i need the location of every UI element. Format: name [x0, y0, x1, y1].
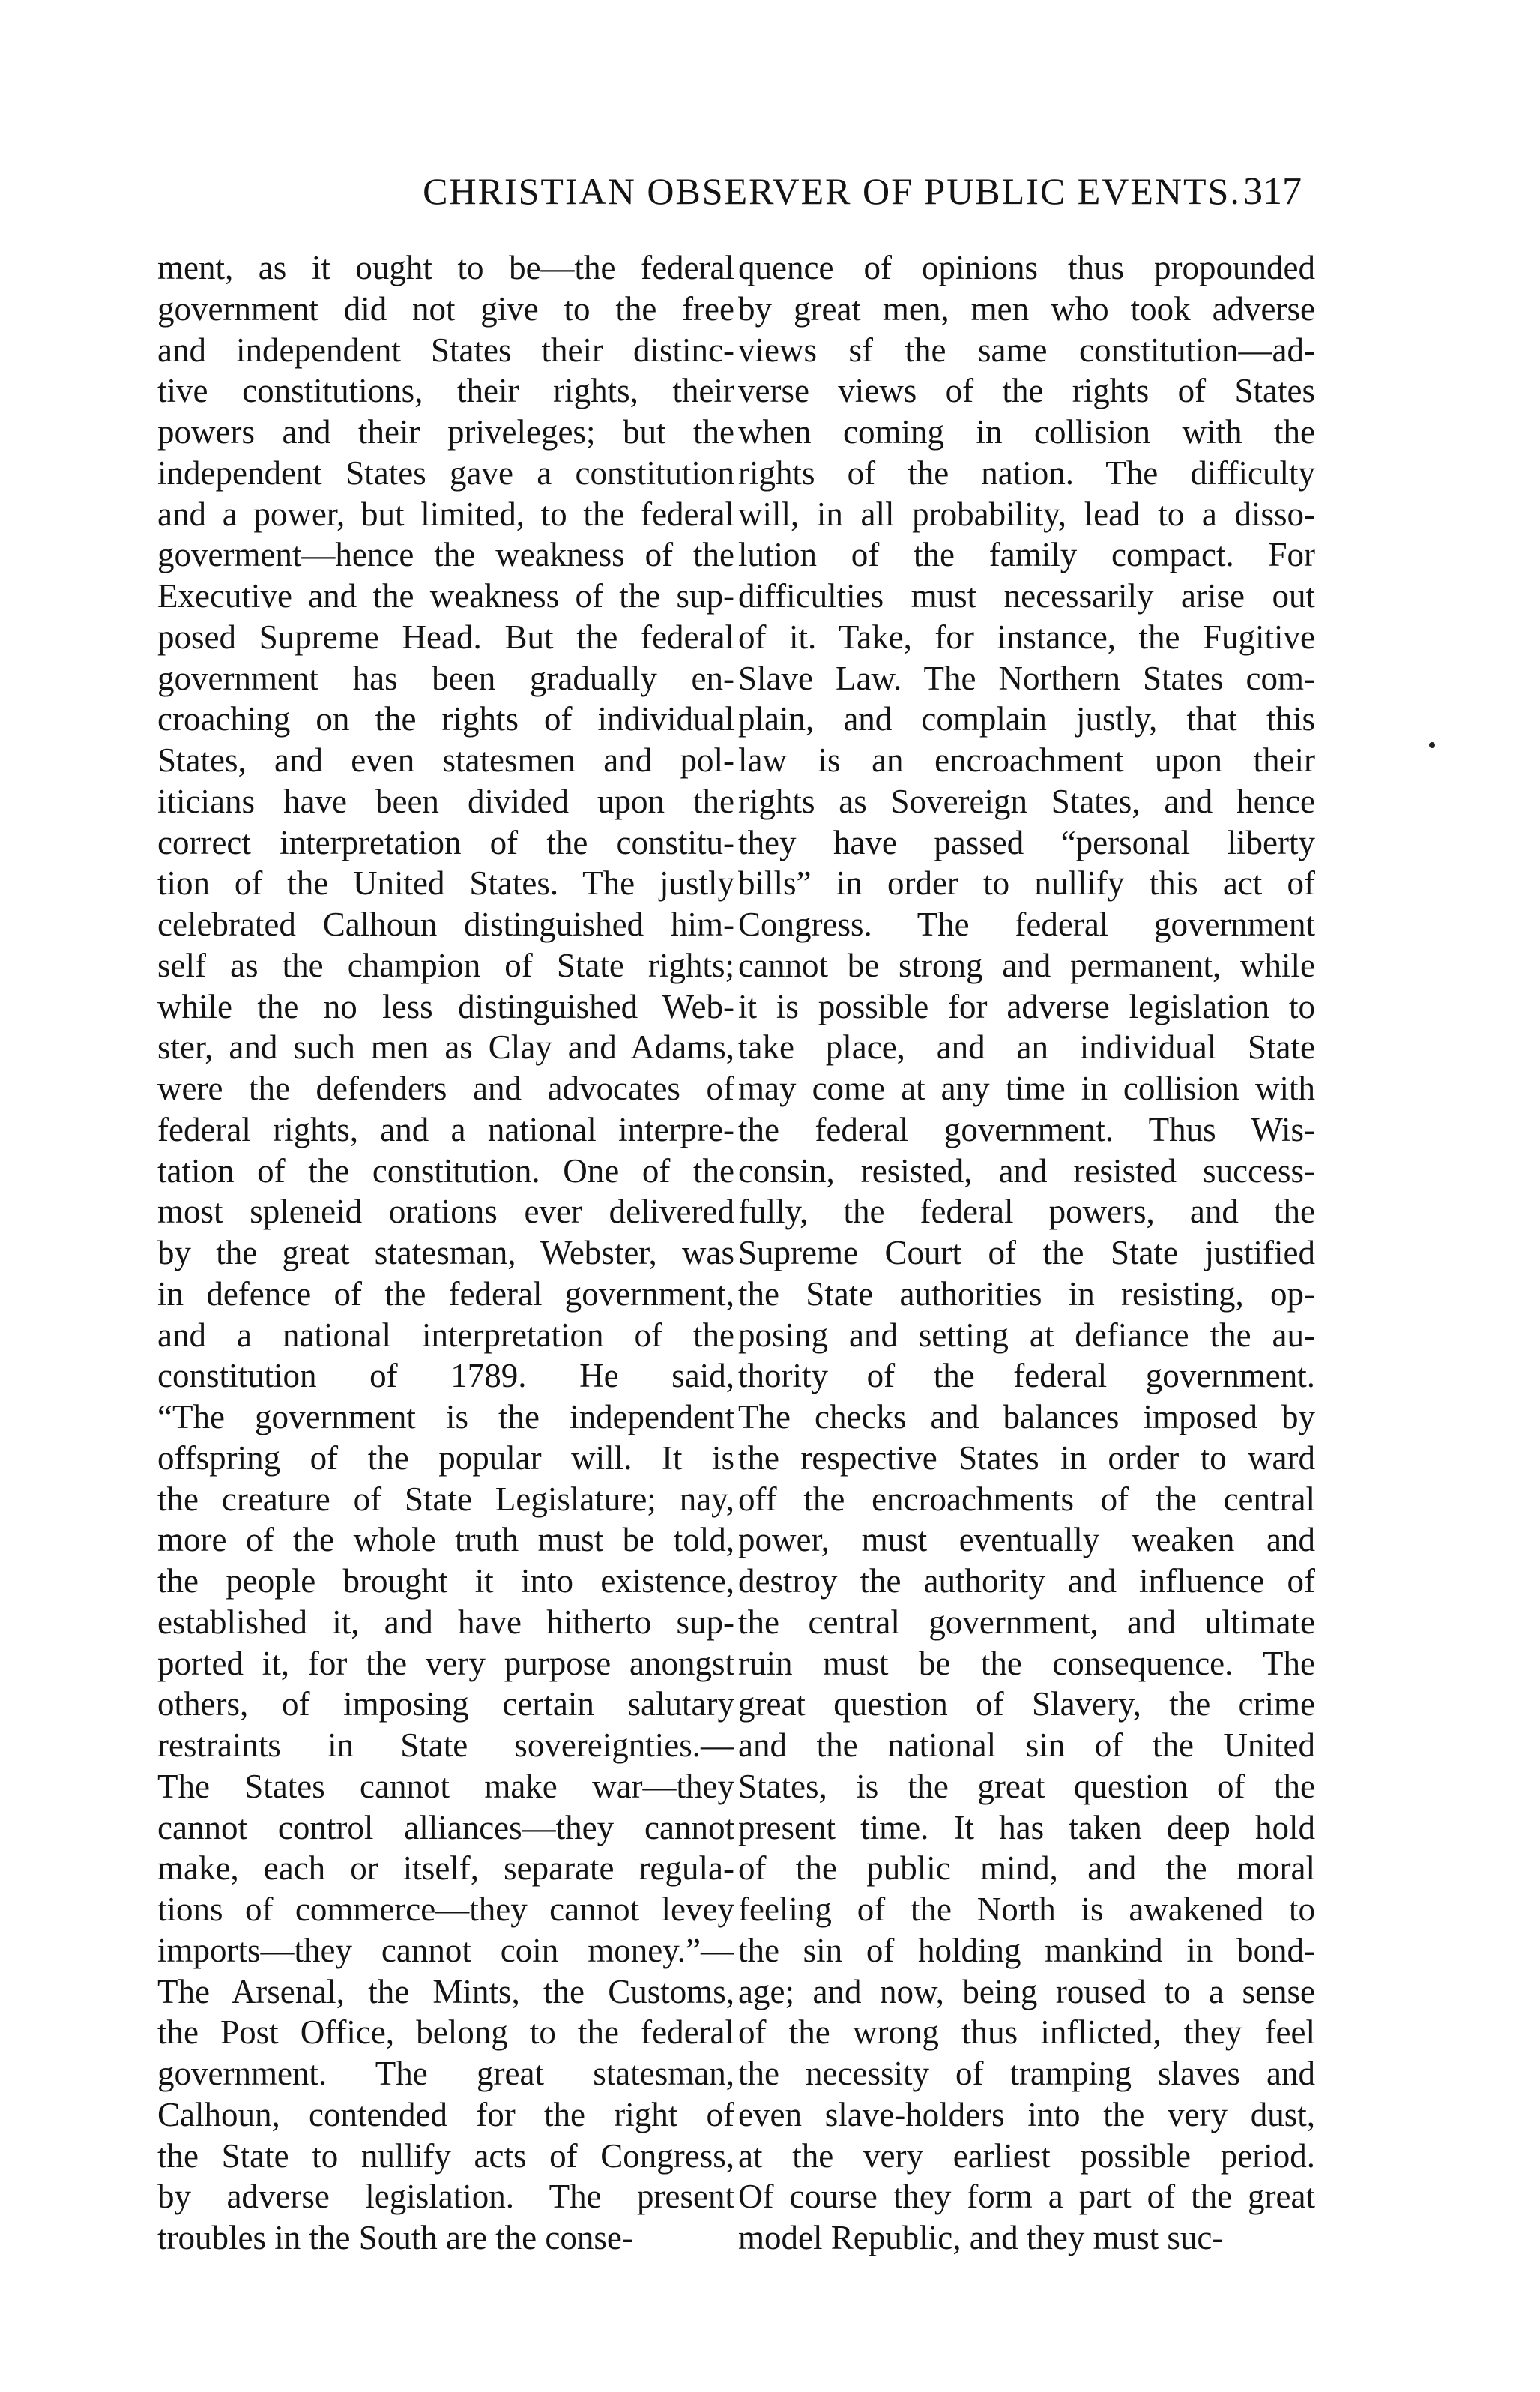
- text-line: the federal government. Thus Wis-: [738, 1110, 1315, 1148]
- text-line: and independent States their distinc-: [157, 331, 734, 369]
- text-line: may come at any time in collision with: [738, 1070, 1315, 1107]
- text-line: and a power, but limited, to the federal: [157, 495, 734, 533]
- text-line: the State to nullify acts of Congress,: [157, 2136, 734, 2175]
- text-line: when coming in collision with the: [738, 413, 1315, 451]
- text-line: make, each or itself, separate regula-: [157, 1849, 734, 1888]
- text-line: ruin must be the consequence. The: [738, 1644, 1315, 1682]
- page-number: 317: [1243, 170, 1302, 213]
- text-line: the people brought it into existence,: [157, 1562, 734, 1600]
- text-line: ment, as it ought to be—the federal: [157, 249, 734, 286]
- text-line: Slave Law. The Northern States com-: [738, 659, 1315, 697]
- text-line: rights as Sovereign States, and hence: [738, 782, 1315, 820]
- text-line: were the defenders and advocates of: [157, 1070, 734, 1107]
- text-line: The Arsenal, the Mints, the Customs,: [157, 1972, 734, 2010]
- text-line: iticians have been divided upon the: [157, 782, 734, 820]
- text-line: off the encroachments of the central: [738, 1480, 1315, 1518]
- text-line: tive constitutions, their rights, their: [157, 372, 734, 410]
- text-line: government did not give to the free: [157, 289, 734, 328]
- text-line: the central government, and ultimate: [738, 1603, 1315, 1641]
- text-line: goverment—hence the weakness of the: [157, 536, 734, 574]
- text-line: Supreme Court of the State justified: [738, 1234, 1315, 1271]
- text-line: The checks and balances imposed by: [738, 1398, 1315, 1435]
- text-line: even slave-holders into the very dust,: [738, 2095, 1315, 2133]
- text-line: posing and setting at defiance the au-: [738, 1316, 1315, 1354]
- text-line: and the national sin of the United: [738, 1726, 1315, 1764]
- text-line: The States cannot make war—they: [157, 1767, 734, 1805]
- text-line: ster, and such men as Clay and Adams,: [157, 1028, 734, 1067]
- text-line: the Post Office, belong to the federal: [157, 2013, 734, 2052]
- text-line: offspring of the popular will. It is: [157, 1438, 734, 1477]
- text-line: ported it, for the very purpose anongst: [157, 1644, 734, 1682]
- text-line: feeling of the North is awakened to: [738, 1891, 1315, 1928]
- text-line: difficulties must necessarily arise out: [738, 577, 1315, 615]
- text-line: more of the whole truth must be told,: [157, 1521, 734, 1559]
- text-line: government. The great statesman,: [157, 2055, 734, 2092]
- text-line: Of course they form a part of the great: [738, 2178, 1315, 2216]
- text-line: by great men, men who took adverse: [738, 289, 1315, 328]
- text-line: quence of opinions thus propounded: [738, 249, 1315, 286]
- text-line: others, of imposing certain salutary: [157, 1685, 734, 1723]
- text-line: constitution of 1789. He said,: [157, 1357, 734, 1395]
- text-line: the creature of State Legislature; nay,: [157, 1480, 734, 1518]
- text-line: fully, the federal powers, and the: [738, 1193, 1315, 1231]
- text-line: tion of the United States. The justly: [157, 864, 734, 903]
- text-line: cannot control alliances—they cannot: [157, 1808, 734, 1846]
- text-line: celebrated Calhoun distinguished him-: [157, 906, 734, 943]
- text-line: take place, and an individual State: [738, 1028, 1315, 1067]
- text-line: Congress. The federal government: [738, 906, 1315, 943]
- text-line: bills” in order to nullify this act of: [738, 864, 1315, 903]
- text-line: croaching on the rights of individual: [157, 700, 734, 738]
- text-line: by the great statesman, Webster, was: [157, 1234, 734, 1271]
- running-head: CHRISTIAN OBSERVER OF PUBLIC EVENTS.: [423, 170, 1241, 212]
- text-line: posed Supreme Head. But the federal: [157, 618, 734, 656]
- text-line: destroy the authority and influence of: [738, 1562, 1315, 1600]
- text-line: of the public mind, and the moral: [738, 1849, 1315, 1888]
- text-line: imports—they cannot coin money.”—: [157, 1931, 734, 1969]
- text-line: plain, and complain justly, that this: [738, 700, 1315, 738]
- text-line: self as the champion of State rights;: [157, 946, 734, 984]
- text-line: States, is the great question of the: [738, 1767, 1315, 1805]
- text-line: federal rights, and a national interpre-: [157, 1110, 734, 1148]
- text-line: at the very earliest possible period.: [738, 2136, 1315, 2175]
- text-line: while the no less distinguished Web-: [157, 987, 734, 1025]
- text-line: of it. Take, for instance, the Fugitive: [738, 618, 1315, 656]
- text-line: Calhoun, contended for the right of: [157, 2095, 734, 2133]
- text-line: independent States gave a constitution: [157, 454, 734, 492]
- right-column: [738, 247, 1315, 2259]
- print-speck: [1429, 742, 1435, 748]
- text-line: the respective States in order to ward: [738, 1438, 1315, 1477]
- text-line: tation of the constitution. One of the: [157, 1151, 734, 1190]
- text-line: it is possible for adverse legislation to: [738, 987, 1315, 1025]
- text-line: age; and now, being roused to a sense: [738, 1972, 1315, 2010]
- text-line: “The government is the independent: [157, 1398, 734, 1435]
- text-line: most spleneid orations ever delivered: [157, 1193, 734, 1231]
- text-line: restraints in State sovereignties.—: [157, 1726, 734, 1764]
- text-line: established it, and have hitherto sup-: [157, 1603, 734, 1641]
- text-line: powers and their priveleges; but the: [157, 413, 734, 451]
- text-line: consin, resisted, and resisted success-: [738, 1151, 1315, 1190]
- text-line: the State authorities in resisting, op-: [738, 1274, 1315, 1313]
- text-line: verse views of the rights of States: [738, 372, 1315, 410]
- text-line: in defence of the federal government,: [157, 1274, 734, 1313]
- text-line: model Republic, and they must suc-: [738, 2219, 1224, 2256]
- text-line: the sin of holding mankind in bond-: [738, 1931, 1315, 1969]
- text-line: government has been gradually en-: [157, 659, 734, 697]
- text-line: States, and even statesmen and pol-: [157, 741, 734, 779]
- text-line: they have passed “personal liberty: [738, 823, 1315, 861]
- text-line: rights of the nation. The difficulty: [738, 454, 1315, 492]
- text-line: by adverse legislation. The present: [157, 2178, 734, 2216]
- text-line: tions of commerce—they cannot levey: [157, 1891, 734, 1928]
- text-line: correct interpretation of the constitu-: [157, 823, 734, 861]
- text-line: cannot be strong and permanent, while: [738, 946, 1315, 984]
- text-line: thority of the federal government.: [738, 1357, 1315, 1395]
- text-line: and a national interpretation of the: [157, 1316, 734, 1354]
- text-line: lution of the family compact. For: [738, 536, 1315, 574]
- text-line: law is an encroachment upon their: [738, 741, 1315, 779]
- text-line: of the wrong thus inflicted, they feel: [738, 2013, 1315, 2052]
- text-line: present time. It has taken deep hold: [738, 1808, 1315, 1846]
- text-line: troubles in the South are the conse-: [157, 2219, 633, 2256]
- text-line: will, in all probability, lead to a disso-: [738, 495, 1315, 533]
- text-line: Executive and the weakness of the sup-: [157, 577, 734, 615]
- text-line: the necessity of tramping slaves and: [738, 2055, 1315, 2092]
- text-line: power, must eventually weaken and: [738, 1521, 1315, 1559]
- text-line: great question of Slavery, the crime: [738, 1685, 1315, 1723]
- left-column: [157, 247, 734, 2259]
- text-line: views sf the same constitution—ad-: [738, 331, 1315, 369]
